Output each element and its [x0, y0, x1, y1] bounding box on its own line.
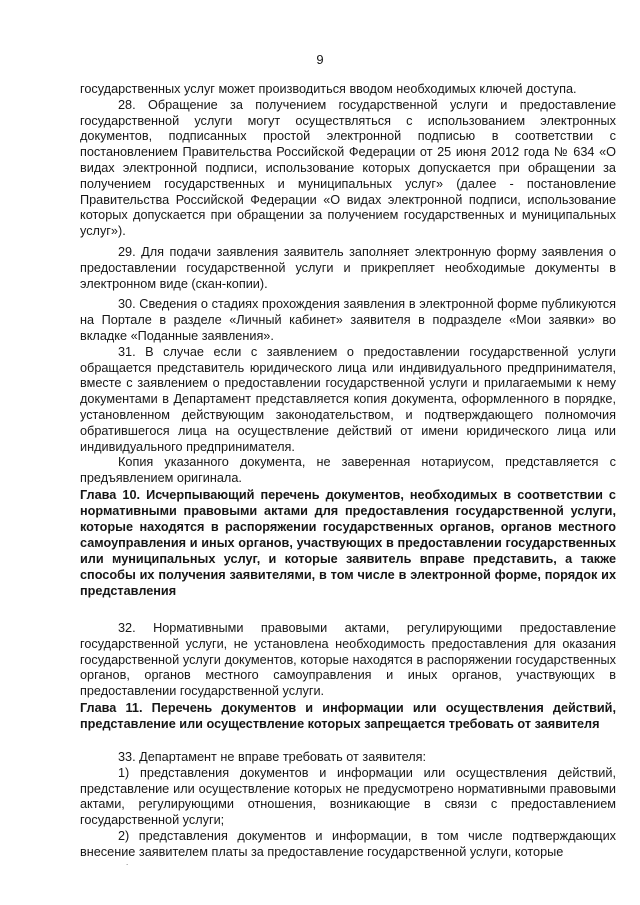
paragraph-30: 30. Сведения о стадиях прохождения заявления в электронной форме публикуются на Портале в разделе «Личный кабинет» заявителя в подразделе «Мои заявки» во вкладке «Поданные заявления».	[80, 297, 616, 343]
paragraph-32: 32. Нормативными правовыми актами, регулирующими предоставление государственной услуги, не установлена необходимость предоставления для оказания государственной услуги документов, которые находятся в распоряжении государственных органов, органов местного самоуправления и иных органов, участвующих в предоставлении государственной услуги.	[80, 620, 616, 699]
paragraph-31: 31. В случае если с заявлением о предоставлении государственной услуги обращается представитель юридического лица или индивидуального предпринимателя, вместе с заявлением о предоставлении государственной услуги и прилагаемыми к нему документами в Департамент представляется копия документа, оформленного в порядке, установленном действующим законодательством, и подтверждающего полномочия обратившегося лица на осуществление действий от имени юридического лица или индивидуального предпринимателя.	[80, 344, 616, 454]
document-body	[80, 82, 616, 860]
scan-mark: .	[126, 858, 129, 867]
paragraph-33: 33. Департамент не вправе требовать от заявителя:	[118, 749, 427, 764]
chapter-11-heading: Глава 11. Перечень документов и информации или осуществления действий, представление или осуществление которых запрещается требовать от заявителя	[80, 700, 616, 731]
paragraph-33-item-2: 2) представления документов и информации, в том числе подтверждающих внесение заявителем платы за предоставление государственной услуги, которые	[80, 828, 616, 859]
paragraph-31-copy: Копия указанного документа, не заверенная нотариусом, представляется с предъявлением оригинала.	[80, 455, 616, 486]
paragraph-29: 29. Для подачи заявления заявитель заполняет электронную форму заявления о предоставлении государственной услуги и прикрепляет необходимые документы в электронном виде (скан-копии).	[80, 244, 616, 291]
paragraph-continuation: государственных услуг может производиться вводом необходимых ключей доступа.	[80, 82, 577, 96]
page-number: 9	[316, 52, 324, 67]
chapter-10-heading: Глава 10. Исчерпывающий перечень документов, необходимых в соответствии с нормативными правовыми актами для предоставления государственной услуги, которые находятся в распоряжении государственных органов, органов местного самоуправления и иных органов, участвующих в предоставлении государственных или муниципальных услуг, и которые заявитель вправе представить, а также способы их получения заявителями, в том числе в электронной форме, порядок их представления	[80, 487, 616, 598]
paragraph-28: 28. Обращение за получением государственной услуги и предоставление государственной услуги могут осуществляться с использованием электронных документов, подписанных простой электронной подписью в соответствии с постановлением Правительства Российской Федерации от 25 июня 2012 года № 634 «О видах электронной подписи, использование которых допускается при обращении за получением государственных и муниципальных услуг» (далее - постановление Правительства Российской Федерации «О видах электронной подписи, использование которых допускается при обращении за получением государственных и муниципальных услуг»).	[80, 97, 616, 239]
paragraph-33-item-1: 1) представления документов и информации или осуществления действий, представление или осуществление которых не предусмотрено нормативными правовыми актами, регулирующими отношения, возникающие в связи с предоставлением государственной услуги;	[80, 765, 616, 828]
